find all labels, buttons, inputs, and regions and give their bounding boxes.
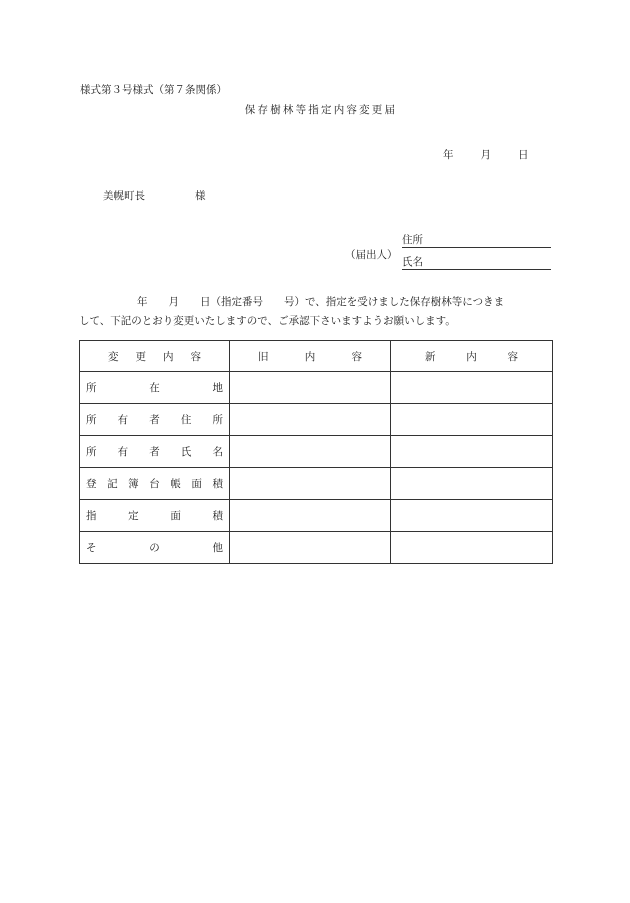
- old-value-cell[interactable]: [230, 532, 391, 564]
- label-char: 容: [351, 350, 362, 363]
- label-char: 有: [117, 414, 129, 426]
- label-char: 有: [117, 446, 129, 458]
- label-char: 面: [170, 510, 181, 522]
- new-value-cell[interactable]: [391, 404, 553, 436]
- table-row: [80, 532, 553, 564]
- row-label: [80, 404, 230, 436]
- new-value-cell[interactable]: [391, 372, 553, 404]
- table-header-row: [80, 341, 553, 372]
- changes-table: [79, 340, 553, 564]
- label-char: 者: [149, 446, 160, 458]
- label-char: 他: [212, 542, 223, 554]
- label-char: 更: [135, 350, 146, 363]
- label-char: 在: [149, 382, 160, 394]
- label-char: 旧: [258, 350, 269, 363]
- row-label: [80, 500, 230, 532]
- label-char: 定: [128, 510, 139, 522]
- address-field[interactable]: [402, 234, 551, 248]
- date-line: [443, 147, 529, 162]
- old-value-cell[interactable]: [230, 372, 391, 404]
- old-value-cell[interactable]: [230, 500, 391, 532]
- row-label: [80, 532, 230, 564]
- label-char: 所: [86, 414, 97, 426]
- label-char: 内: [466, 350, 477, 363]
- label-char: 容: [507, 350, 518, 363]
- label-char: 所: [212, 414, 223, 426]
- table-row: [80, 468, 553, 500]
- label-char: 住: [180, 414, 192, 426]
- header-change-item: [80, 341, 230, 372]
- label-char: 新: [425, 350, 436, 363]
- label-char: 所: [86, 382, 97, 394]
- label-char: 記: [107, 478, 118, 490]
- old-value-cell[interactable]: [230, 404, 391, 436]
- label-char: 簿: [128, 478, 139, 490]
- old-value-cell[interactable]: [230, 436, 391, 468]
- new-value-cell[interactable]: [391, 468, 553, 500]
- label-char: 地: [212, 382, 223, 394]
- body-text: [79, 293, 555, 331]
- label-char: 内: [304, 350, 316, 363]
- new-value-cell[interactable]: [391, 436, 553, 468]
- row-label: [80, 468, 230, 500]
- address-label: 住所: [402, 234, 423, 246]
- label-char: 名: [212, 446, 223, 458]
- table-row: [80, 404, 553, 436]
- table-row: [80, 372, 553, 404]
- addressee-honorific: 様: [195, 190, 206, 202]
- label-char: 面: [191, 478, 202, 490]
- header-new-content: [391, 341, 553, 372]
- table-row: [80, 436, 553, 468]
- name-field[interactable]: [402, 256, 551, 270]
- label-char: 積: [212, 478, 223, 490]
- new-value-cell[interactable]: [391, 500, 553, 532]
- applicant-label: （届出人）: [345, 249, 398, 261]
- addressee: [103, 188, 206, 203]
- document-title: 保存樹林等指定内容変更届: [244, 104, 398, 116]
- label-char: 氏: [180, 446, 192, 458]
- label-char: 者: [149, 414, 160, 426]
- body-line-1: 年 月 日（指定番号 号）で、指定を受けました保存樹林等につきま: [137, 296, 505, 308]
- date-month: 月: [480, 149, 491, 161]
- addressee-name: 美幌町長: [103, 190, 145, 202]
- label-char: 積: [212, 510, 223, 522]
- label-char: の: [149, 542, 160, 554]
- header-old-content: [230, 341, 391, 372]
- label-char: 指: [86, 510, 97, 522]
- date-day: 日: [518, 149, 529, 161]
- label-char: 所: [86, 446, 97, 458]
- row-label: [80, 372, 230, 404]
- date-year: 年: [443, 149, 454, 161]
- table-row: [80, 500, 553, 532]
- old-value-cell[interactable]: [230, 468, 391, 500]
- name-label: 氏名: [402, 256, 423, 268]
- label-char: 内: [163, 350, 174, 363]
- label-char: 変: [108, 350, 119, 363]
- label-char: そ: [86, 542, 97, 554]
- label-char: 容: [190, 350, 201, 363]
- label-char: 帳: [170, 478, 181, 490]
- new-value-cell[interactable]: [391, 532, 553, 564]
- row-label: [80, 436, 230, 468]
- label-char: 登: [86, 478, 97, 490]
- label-char: 台: [149, 478, 160, 490]
- body-line-2: して、下記のとおり変更いたしますので、ご承認下さいますようお願いします。: [79, 315, 456, 327]
- form-number: 様式第３号様式（第７条関係）: [80, 84, 227, 96]
